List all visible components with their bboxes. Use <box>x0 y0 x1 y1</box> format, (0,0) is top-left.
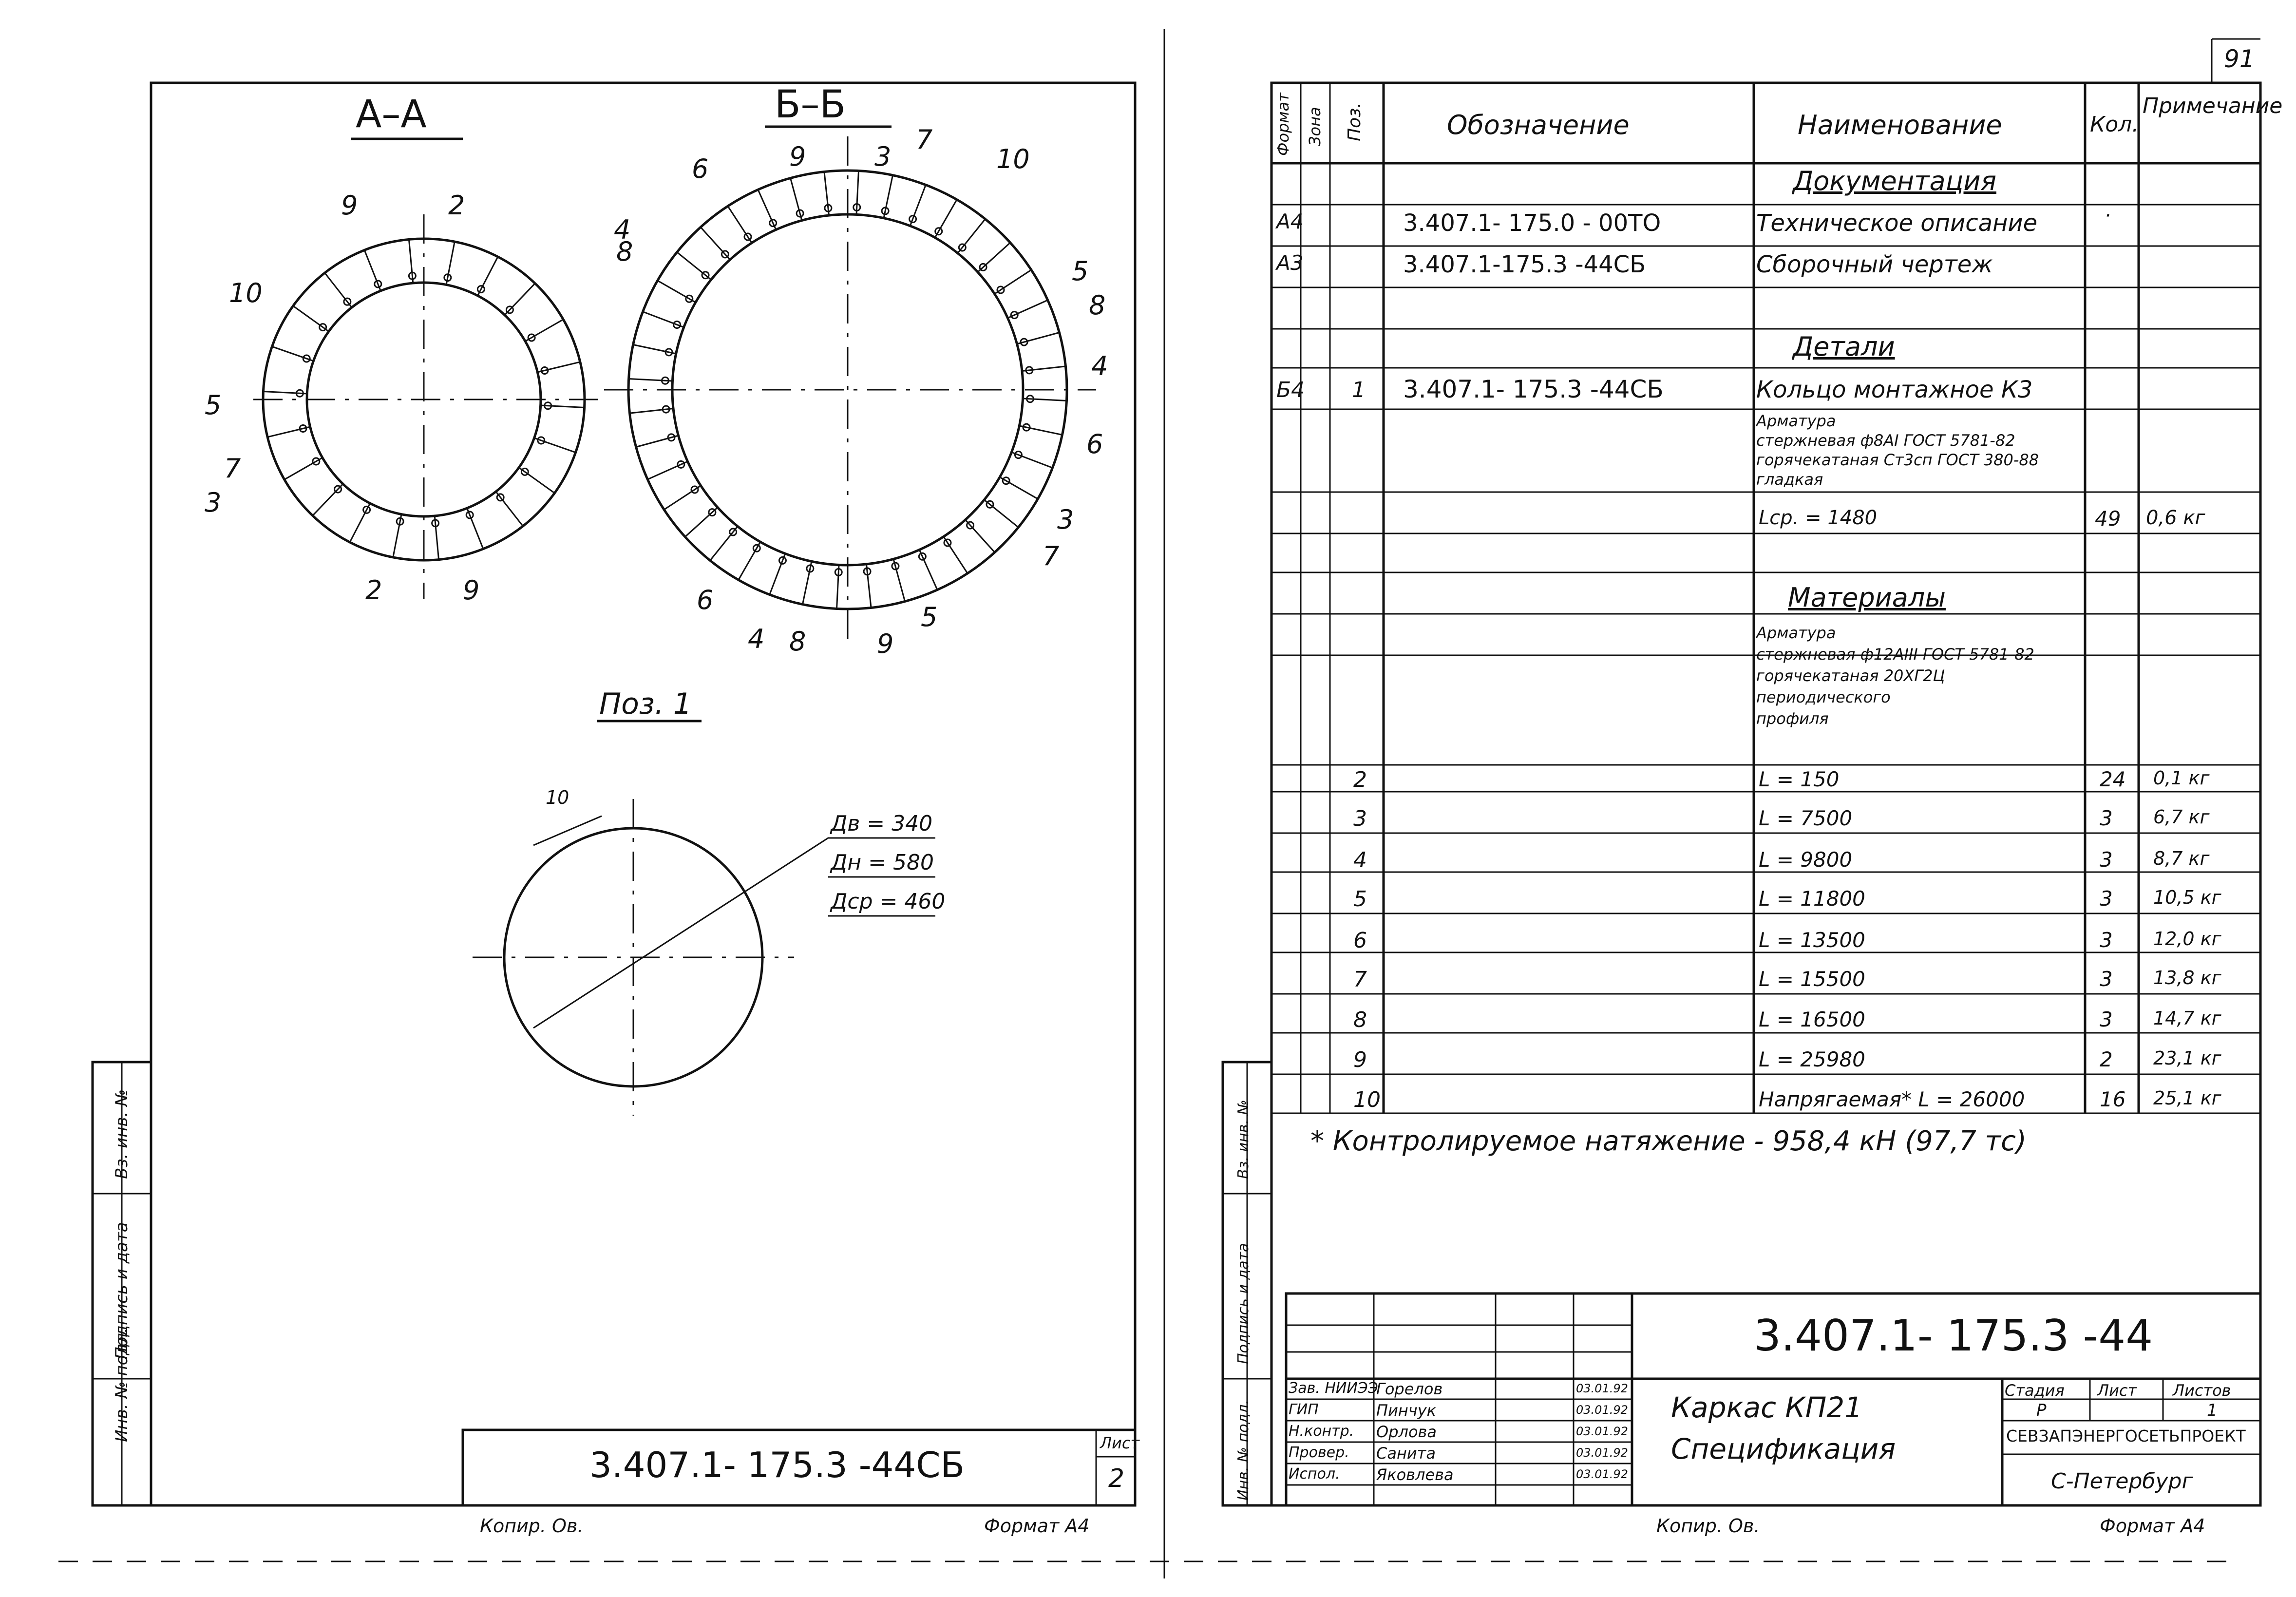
ring-spoke <box>496 492 523 526</box>
ring-spoke <box>984 500 1018 527</box>
material-note: 25,1 кг <box>2153 1087 2221 1109</box>
callout-label: 3 <box>874 141 892 172</box>
person-date: 03.01.92 <box>1576 1425 1628 1438</box>
ring-spoke <box>685 508 718 537</box>
material-pos: 4 <box>1353 848 1367 873</box>
title-line1: Каркас КП21 <box>1671 1391 1863 1424</box>
person-role: Н.контр. <box>1289 1423 1354 1440</box>
sheets-label: Листов <box>2173 1381 2231 1400</box>
diam-inner-label: Дв = 340 <box>831 811 933 836</box>
callout-label: 9 <box>341 190 358 221</box>
material-pos: 5 <box>1353 887 1367 912</box>
ring-spoke <box>1011 452 1052 468</box>
ring-spoke <box>837 565 839 609</box>
ring-spoke <box>958 219 985 253</box>
doc-designation: 3.407.1-175.3 -44СБ <box>1403 251 1646 278</box>
material-note: 6,7 кг <box>2153 806 2210 828</box>
callout-label: 2 <box>448 190 465 221</box>
material-desc-line: Арматура <box>1756 624 1836 642</box>
ring-spoke <box>966 520 995 552</box>
section-b-ring <box>604 136 1096 648</box>
material-note: 12,0 кг <box>2153 928 2221 950</box>
material-qty: 3 <box>2100 806 2113 830</box>
doc-format: А4 <box>1276 209 1304 233</box>
ring-spoke <box>658 281 696 303</box>
left-stamp-sheet-no: 2 <box>1108 1464 1125 1493</box>
ring-spoke <box>272 346 313 361</box>
callout-label: 6 <box>692 153 709 184</box>
ring-spoke <box>856 171 858 215</box>
doc-name: Сборочный чертеж <box>1756 251 1993 278</box>
material-pos: 3 <box>1353 806 1367 831</box>
part-material-line: гладкая <box>1756 470 1823 489</box>
part-material-line: стержневая ф8АI ГОСТ 5781-82 <box>1756 431 2015 450</box>
ring-spoke <box>728 206 752 243</box>
material-qty: 2 <box>2100 1047 2113 1071</box>
callout-label: 3 <box>205 487 222 518</box>
material-qty: 16 <box>2100 1087 2126 1111</box>
ring-spoke <box>643 312 684 327</box>
ring-spoke <box>534 438 576 453</box>
ring-spoke <box>293 306 329 331</box>
part-material-line: Арматура <box>1756 412 1836 430</box>
ring-spoke <box>1008 300 1048 318</box>
ring-spoke <box>477 257 497 296</box>
person-date: 03.01.92 <box>1576 1467 1628 1481</box>
doc-designation: 3.407.1- 175.0 - 00ТО <box>1403 209 1661 237</box>
ring-spoke <box>629 379 673 381</box>
header-name: Наименование <box>1798 110 2002 140</box>
stage-value: Р <box>2036 1401 2047 1420</box>
left-footer-format: Формат А4 <box>984 1515 1090 1537</box>
header-pos: Поз. <box>1345 102 1365 141</box>
callout-label: 6 <box>697 585 714 615</box>
material-name: L = 11800 <box>1759 887 1865 911</box>
material-note: 8,7 кг <box>2153 848 2210 869</box>
material-name: L = 7500 <box>1759 806 1853 830</box>
material-name: L = 150 <box>1759 767 1840 791</box>
header-qty: Кол. <box>2090 112 2139 137</box>
callout-label: 6 <box>1086 429 1103 459</box>
material-pos: 10 <box>1353 1087 1381 1112</box>
callout-label: 5 <box>205 390 222 420</box>
sheet-value: 1 <box>2207 1401 2218 1420</box>
material-note: 14,7 кг <box>2153 1008 2221 1029</box>
ring-spoke <box>263 392 307 394</box>
material-qty: 3 <box>2100 928 2113 952</box>
diam-outer-label: Дн = 580 <box>831 850 934 875</box>
material-qty: 24 <box>2100 767 2126 791</box>
page-number: 91 <box>2224 45 2255 73</box>
footnote: * Контролируемое натяжение - 958,4 кН (97,7 тс) <box>1310 1125 2027 1157</box>
material-qty: 3 <box>2100 967 2113 991</box>
spec-table-grid <box>1271 39 2283 1113</box>
doc-qty: · <box>2105 205 2111 227</box>
callout-label: 9 <box>877 628 894 659</box>
part-length: Lср. = 1480 <box>1759 507 1878 529</box>
ring-spoke <box>325 273 352 307</box>
ring-spoke <box>994 270 1031 294</box>
ring-spoke <box>944 536 968 573</box>
callout-label: 7 <box>224 453 241 484</box>
ring-spoke <box>350 503 370 542</box>
dim-10-label: 10 <box>546 787 569 808</box>
left-side-label-inv: Инв. № подл. <box>112 1328 132 1442</box>
title-code: 3.407.1- 175.3 -44 <box>1754 1311 2153 1361</box>
ring-spoke <box>525 320 563 342</box>
pos1-ring <box>473 799 935 1116</box>
header-designation: Обозначение <box>1447 110 1630 140</box>
part-note: 0,6 кг <box>2146 507 2205 529</box>
ring-spoke <box>758 190 776 229</box>
material-name: L = 25980 <box>1759 1047 1865 1071</box>
part-designation: 3.407.1- 175.3 -44СБ <box>1403 375 1664 403</box>
ring-spoke <box>1000 477 1038 499</box>
ring-spoke <box>770 553 785 594</box>
part-pos: 1 <box>1352 378 1366 402</box>
header-note: Примечание <box>2143 94 2283 118</box>
callout-label: 4 <box>748 624 765 654</box>
part-format: Б4 <box>1276 378 1305 402</box>
material-pos: 6 <box>1353 928 1367 953</box>
header-zone: Зона <box>1306 107 1324 146</box>
person-date: 03.01.92 <box>1576 1382 1628 1395</box>
ring-spoke <box>1023 399 1067 400</box>
left-sheet-frame <box>151 83 1135 1505</box>
ring-spoke <box>505 284 535 315</box>
section-a-title: А–А <box>356 93 427 136</box>
material-name: L = 13500 <box>1759 928 1865 952</box>
material-note: 13,8 кг <box>2153 967 2221 989</box>
person-role: Испол. <box>1289 1465 1340 1483</box>
person-role: ГИП <box>1289 1401 1319 1418</box>
callout-label: 3 <box>1057 504 1074 535</box>
ring-spoke <box>978 243 1010 272</box>
right-side-label-vz: Вз. инв. № <box>1235 1100 1252 1179</box>
material-pos: 7 <box>1353 967 1367 992</box>
material-name: Напрягаемая* L = 26000 <box>1759 1087 2025 1111</box>
doc-name: Техническое описание <box>1756 209 2038 237</box>
callout-label: 8 <box>789 626 806 657</box>
ring-spoke <box>739 542 760 580</box>
left-stamp-sheet-label: Лист <box>1100 1434 1140 1452</box>
callout-label: 10 <box>229 278 263 308</box>
ring-spoke <box>701 227 730 260</box>
section-parts: Детали <box>1793 331 1895 362</box>
ring-spoke <box>710 526 738 560</box>
material-note: 0,1 кг <box>2153 767 2210 789</box>
ring-spoke <box>541 405 585 407</box>
material-name: L = 15500 <box>1759 967 1865 991</box>
left-side-label-sign: Подпись и дата <box>112 1222 132 1359</box>
material-qty: 3 <box>2100 1008 2113 1031</box>
org-name: СЕВЗАПЭНЕРГОСЕТЬПРОЕКТ <box>2006 1426 2246 1445</box>
material-name: L = 9800 <box>1759 848 1853 872</box>
material-desc-line: профиля <box>1756 709 1829 728</box>
doc-format: А3 <box>1276 251 1304 275</box>
left-footer-copy: Копир. Ов. <box>480 1515 584 1537</box>
material-note: 23,1 кг <box>2153 1047 2221 1069</box>
material-qty: 3 <box>2100 887 2113 911</box>
callout-label: 10 <box>996 144 1030 174</box>
material-desc-line: стержневая ф12АIII ГОСТ 5781-82 <box>1756 645 2034 664</box>
person-role: Провер. <box>1289 1444 1349 1461</box>
ring-spoke <box>664 486 701 510</box>
callout-label: 4 <box>614 214 631 245</box>
person-name: Яковлева <box>1376 1465 1454 1484</box>
ring-spoke <box>935 200 957 238</box>
callout-label: 8 <box>616 236 633 267</box>
callout-label: 2 <box>365 575 382 606</box>
callout-label: 5 <box>1072 256 1089 286</box>
section-materials: Материалы <box>1788 582 1946 613</box>
right-side-label-sign: Подпись и дата <box>1235 1243 1252 1364</box>
ring-spoke <box>313 484 343 515</box>
ring-spoke <box>910 185 926 226</box>
material-note: 10,5 кг <box>2153 887 2221 908</box>
part-name: Кольцо монтажное К3 <box>1756 376 2033 403</box>
person-name: Санита <box>1376 1444 1436 1463</box>
person-name: Пинчук <box>1376 1401 1436 1420</box>
left-side-label-vz: Вз. инв. № <box>112 1089 132 1179</box>
part-qty: 49 <box>2095 507 2121 531</box>
material-desc-line: периодического <box>1756 688 1891 706</box>
material-pos: 9 <box>1353 1047 1367 1072</box>
header-format: Формат <box>1274 93 1292 156</box>
callout-label: 8 <box>1089 290 1106 321</box>
sheet-label: Лист <box>2097 1381 2137 1400</box>
callout-label: 7 <box>1043 541 1060 571</box>
left-stamp-code: 3.407.1- 175.3 -44СБ <box>589 1445 965 1485</box>
person-date: 03.01.92 <box>1576 1403 1628 1417</box>
ring-spoke <box>919 550 937 590</box>
right-sheet-frame <box>1271 83 2283 1505</box>
ring-spoke <box>364 250 380 291</box>
callout-label: 4 <box>1091 351 1108 381</box>
callout-label: 5 <box>921 602 938 632</box>
person-role: Зав. НИИЭЭ <box>1289 1380 1378 1397</box>
section-b-title: Б–Б <box>775 83 846 127</box>
city-name: С-Петербург <box>2051 1469 2193 1494</box>
ring-spoke <box>467 508 483 549</box>
section-docs: Документация <box>1793 166 1996 196</box>
person-name: Горелов <box>1376 1380 1443 1398</box>
right-side-label-inv: Инв. № подл. <box>1235 1400 1252 1501</box>
stage-label: Стадия <box>2005 1381 2065 1400</box>
material-desc-line: горячекатаная 20ХГ2Ц <box>1756 666 1945 685</box>
callout-label: 7 <box>916 124 933 155</box>
material-pos: 8 <box>1353 1008 1367 1032</box>
material-pos: 2 <box>1353 767 1367 792</box>
ring-spoke <box>285 458 323 480</box>
material-name: L = 16500 <box>1759 1008 1865 1031</box>
callout-label: 9 <box>789 141 806 172</box>
ring-spoke <box>519 468 554 493</box>
title-line2: Спецификация <box>1671 1432 1896 1465</box>
person-name: Орлова <box>1376 1423 1437 1441</box>
pos1-title: Поз. 1 <box>599 687 692 721</box>
material-qty: 3 <box>2100 848 2113 872</box>
diam-mid-label: Дср = 460 <box>831 889 946 914</box>
part-material-line: горячекатаная Ст3сп ГОСТ 380-88 <box>1756 451 2039 469</box>
person-date: 03.01.92 <box>1576 1446 1628 1460</box>
callout-label: 9 <box>463 575 480 606</box>
right-footer-copy: Копир. Ов. <box>1656 1515 1760 1537</box>
right-footer-format: Формат А4 <box>2100 1515 2205 1537</box>
ring-spoke <box>647 461 687 479</box>
section-a-ring <box>253 214 599 599</box>
ring-spoke <box>677 252 711 280</box>
